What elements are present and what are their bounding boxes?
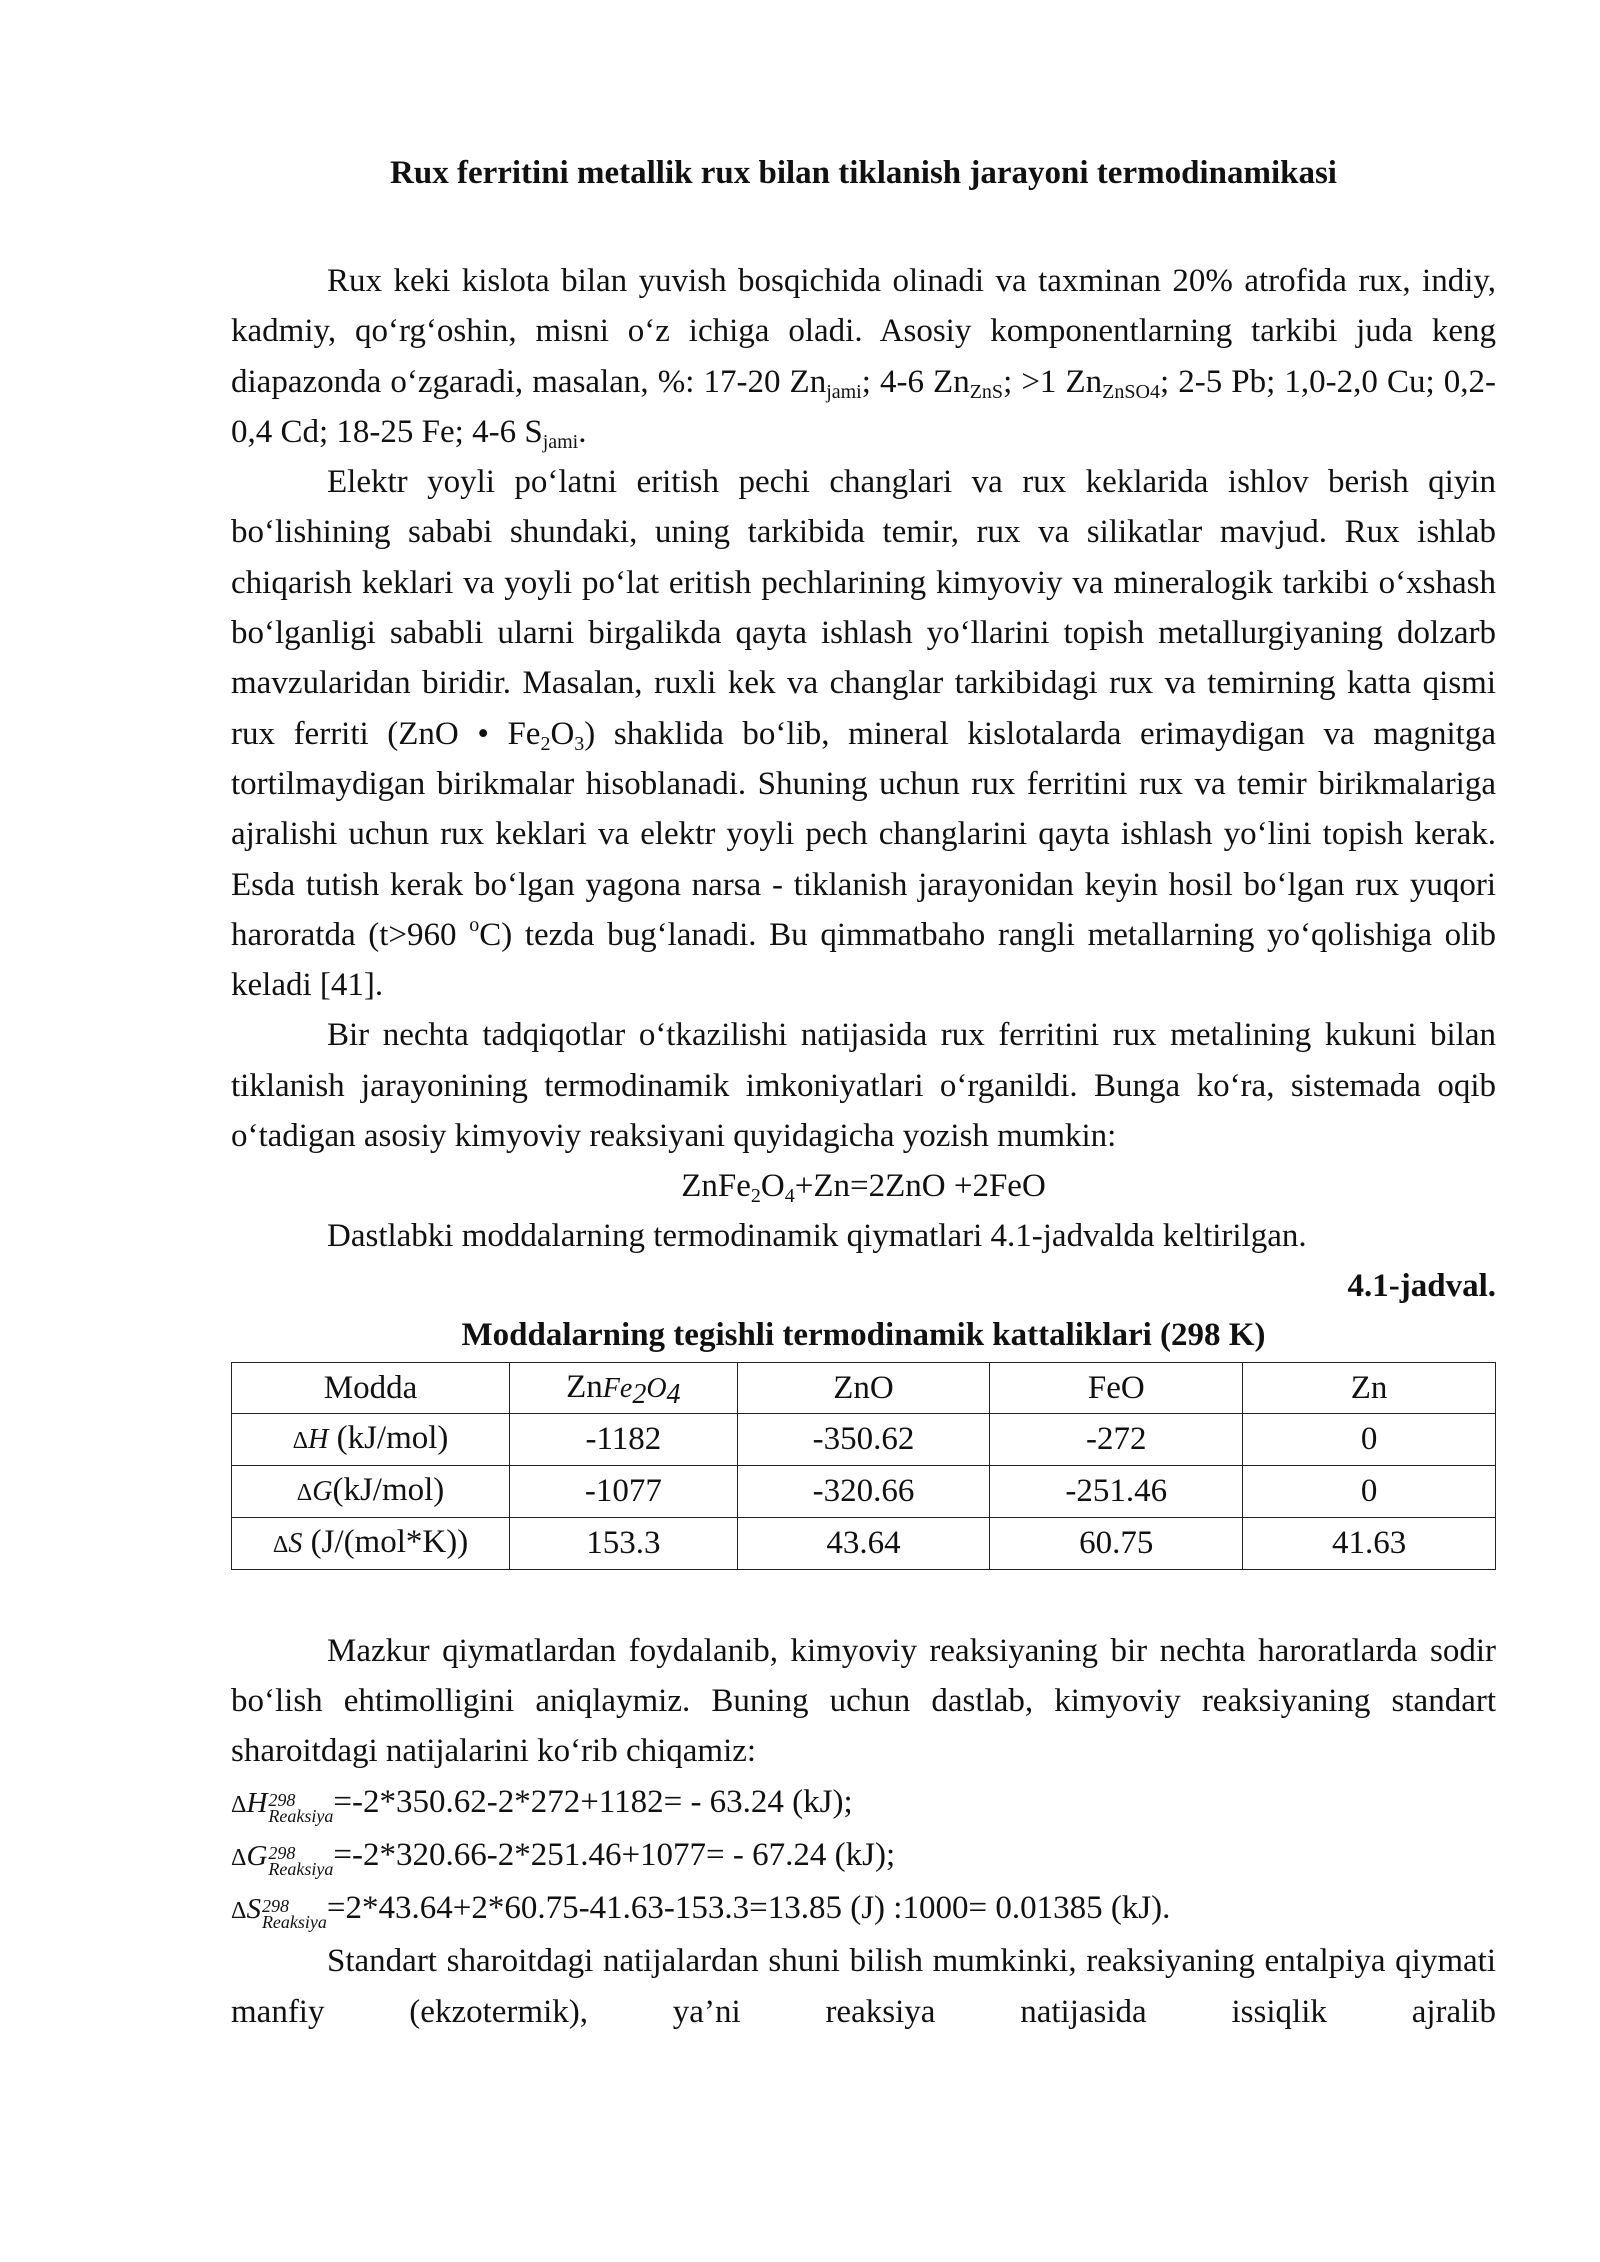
p2-sub-3: 3 <box>574 732 585 755</box>
table-cell: 60.75 <box>990 1517 1243 1569</box>
table-cell: 43.64 <box>737 1517 990 1569</box>
row-label <box>232 1413 510 1465</box>
p1-text-e: . <box>578 413 587 450</box>
row-unit: (kJ/mol) <box>332 1471 445 1508</box>
p1-text-a: Rux keki kislota bilan yuvish bosqichida olinadi va taxminan 20% atrofida rux, indiy, kadmiy, qo‘rg‘oshin, misni o‘z ichiga oladi. Asosiy komponentlarning tarkibi juda keng diapazonda o‘zgaradi, masalan, %: 17-20 Zn <box>231 263 1496 400</box>
header-zn: Zn <box>566 1368 603 1405</box>
header-sub-2: 2 <box>632 1378 647 1410</box>
calc-expression: =2*43.64+2*60.75-41.63-153.3=13.85 (J) :1000= 0.01385 (kJ). <box>326 1890 1171 1927</box>
calc-symbol: H <box>246 1786 268 1819</box>
table-cell: -1182 <box>510 1413 738 1465</box>
p2-text-d: C) tezda bug‘lanadi. Bu qimmatbaho rangli metallarning yo‘qolishiga olib keladi [41]. <box>231 916 1496 1004</box>
paragraph-2 <box>231 457 1496 1010</box>
header-fe: Fe <box>602 1372 633 1404</box>
header-cell: FeO <box>990 1362 1243 1413</box>
header-cell: ZnO <box>737 1362 990 1413</box>
table-cell: 41.63 <box>1243 1517 1496 1569</box>
row-unit: (kJ/mol) <box>328 1419 449 1456</box>
calc-sub: Reaksiya <box>268 1805 334 1826</box>
row-symbol: H <box>308 1423 329 1455</box>
calc-sup: 298 <box>268 1789 296 1810</box>
calc-symbol: S <box>246 1893 261 1926</box>
calc-indices <box>268 1789 334 1826</box>
header-cell <box>510 1362 738 1413</box>
eq-part-c: +Zn=2ZnO +2FeO <box>794 1168 1046 1205</box>
paragraph-5: Mazkur qiymatlardan foydalanib, kimyoviy reaksiyaning bir nechta haroratlarda sodir bo‘lish ehtimolligini aniqlaymiz. Buning uchun dastlab, kimyoviy reaksiyaning standart sharoitdagi natijalarini ko‘rib chiqamiz: <box>231 1632 1496 1770</box>
calc-sub: Reaksiya <box>261 1912 327 1933</box>
p2-text-a: Elektr yoyli po‘latni eritish pechi changlari va rux keklarida ishlov berish qiyin bo‘lishining sababi shundaki, uning tarkibida temir, rux va silikatlar mavjud. Rux ishlab chiqarish keklari va yoyli po‘lat eritish pechlarining kimyoviy va mineralogik tarkibi o‘xshash bo‘lganligi sababli ularni birgalikda qayta ishlash yo‘llarini topish metallurgiyaning dolzarb mavzularidan biridir. Masalan, ruxli kek va changlar tarkibidagi rux va temirning katta qismi rux ferriti (ZnO • Fe <box>231 464 1496 752</box>
table-row <box>232 1413 1496 1465</box>
delta-symbol: Δ <box>231 1898 247 1925</box>
table-header-row <box>232 1362 1496 1413</box>
p2-text-b: O <box>550 715 575 752</box>
p1-sub-jami-2: jami <box>542 430 579 453</box>
calc-indices <box>268 1842 334 1879</box>
eq-part-a: ZnFe <box>681 1168 751 1205</box>
header-sub-4: 4 <box>666 1378 681 1410</box>
calc-symbol: G <box>246 1839 268 1872</box>
eq-sub-1: 2 <box>750 1185 761 1208</box>
calc-entropy <box>231 1883 1496 1936</box>
delta-symbol: Δ <box>296 1479 313 1506</box>
calc-sub: Reaksiya <box>268 1858 334 1879</box>
row-unit: (J/(mol*K)) <box>302 1523 469 1560</box>
paragraph-4: Dastlabki moddalarning termodinamik qiymatlari 4.1-jadvalda keltirilgan. <box>327 1218 1307 1255</box>
p1-sub-znso4: ZnSO4 <box>1102 380 1160 403</box>
delta-symbol: Δ <box>292 1427 309 1454</box>
delta-symbol: Δ <box>231 1791 247 1818</box>
row-symbol: G <box>312 1475 333 1507</box>
table-cell: -320.66 <box>737 1465 990 1517</box>
row-label <box>232 1517 510 1569</box>
calc-enthalpy <box>231 1777 1496 1830</box>
calc-gibbs <box>231 1830 1496 1883</box>
table-cell: -1077 <box>510 1465 738 1517</box>
header-o: O <box>646 1372 667 1404</box>
row-label <box>232 1465 510 1517</box>
table-row <box>232 1465 1496 1517</box>
eq-sub-2: 4 <box>784 1185 795 1208</box>
delta-symbol: Δ <box>231 1844 247 1871</box>
header-cell: Zn <box>1243 1362 1496 1413</box>
table-cell: 153.3 <box>510 1517 738 1569</box>
table-cell: 0 <box>1243 1413 1496 1465</box>
calc-sup: 298 <box>268 1842 296 1863</box>
delta-symbol: Δ <box>272 1531 289 1558</box>
table-cell: 0 <box>1243 1465 1496 1517</box>
row-symbol: S <box>288 1527 303 1559</box>
p1-text-c: ; >1 Zn <box>1003 363 1103 400</box>
calc-indices <box>261 1896 327 1933</box>
table-cell: -251.46 <box>990 1465 1243 1517</box>
p2-sup-degree: o <box>469 913 480 936</box>
header-cell: Modda <box>232 1362 510 1413</box>
paragraph-3: Bir nechta tadqiqotlar o‘tkazilishi natijasida rux ferritini rux metalining kukuni bilan tiklanish jarayonining termodinamik imkoniyatlari o‘rganildi. Bunga ko‘ra, sistemada oqib o‘tadigan asosiy kimyoviy reaksiyani quyidagicha yozish mumkin: <box>231 1017 1496 1155</box>
calc-expression: =-2*320.66-2*251.46+1077= - 67.24 (kJ); <box>333 1836 896 1873</box>
section-title: Rux ferritini metallik rux bilan tiklanish jarayoni termodinamikasi <box>390 155 1337 191</box>
p1-sub-jami: jami <box>826 380 862 403</box>
calc-expression: =-2*350.62-2*272+1182= - 63.24 (kJ); <box>333 1783 853 1820</box>
eq-part-b: O <box>760 1168 785 1205</box>
table-label: 4.1-jadval. <box>1347 1267 1496 1304</box>
paragraph-1 <box>231 256 1496 457</box>
p1-text-b: ; 4-6 Zn <box>861 363 970 400</box>
table-cell: -350.62 <box>737 1413 990 1465</box>
thermo-table <box>231 1362 1496 1570</box>
table-cell: -272 <box>990 1413 1243 1465</box>
p1-text-d: ; 2-5 Pb; 1,0-2,0 Cu; 0,2-0,4 Cd; 18-25 Fe; 4-6 S <box>231 363 1496 450</box>
p2-sub-2: 2 <box>540 732 551 755</box>
paragraph-6: Standart sharoitdagi natijalardan shuni bilish mumkinki, reaksiyaning entalpiya qiymati manfiy (ekzotermik), ya’ni reaksiya natijasida issiqlik ajralib <box>231 1943 1496 2030</box>
calc-sup: 298 <box>261 1896 289 1917</box>
p1-sub-zns: ZnS <box>969 380 1004 403</box>
table-title: Moddalarning tegishli termodinamik kattaliklari (298 K) <box>461 1316 1266 1353</box>
reaction-equation <box>231 1161 1496 1211</box>
p2-text-c: ) shaklida bo‘lib, mineral kislotalarda erimaydigan va magnitga tortilmaydigan birikmalar hisoblanadi. Shuning uchun rux ferritini rux va temir birikmalariga ajralishi uchun rux keklari va elektr yoyli pech changlarini qayta ishlash yo‘lini topish kerak. Esda tutish kerak bo‘lgan yagona narsa - tiklanish jarayonidan keyin hosil bo‘lgan rux yuqori haroratda (t>960 <box>231 715 1496 953</box>
table-row <box>232 1517 1496 1569</box>
